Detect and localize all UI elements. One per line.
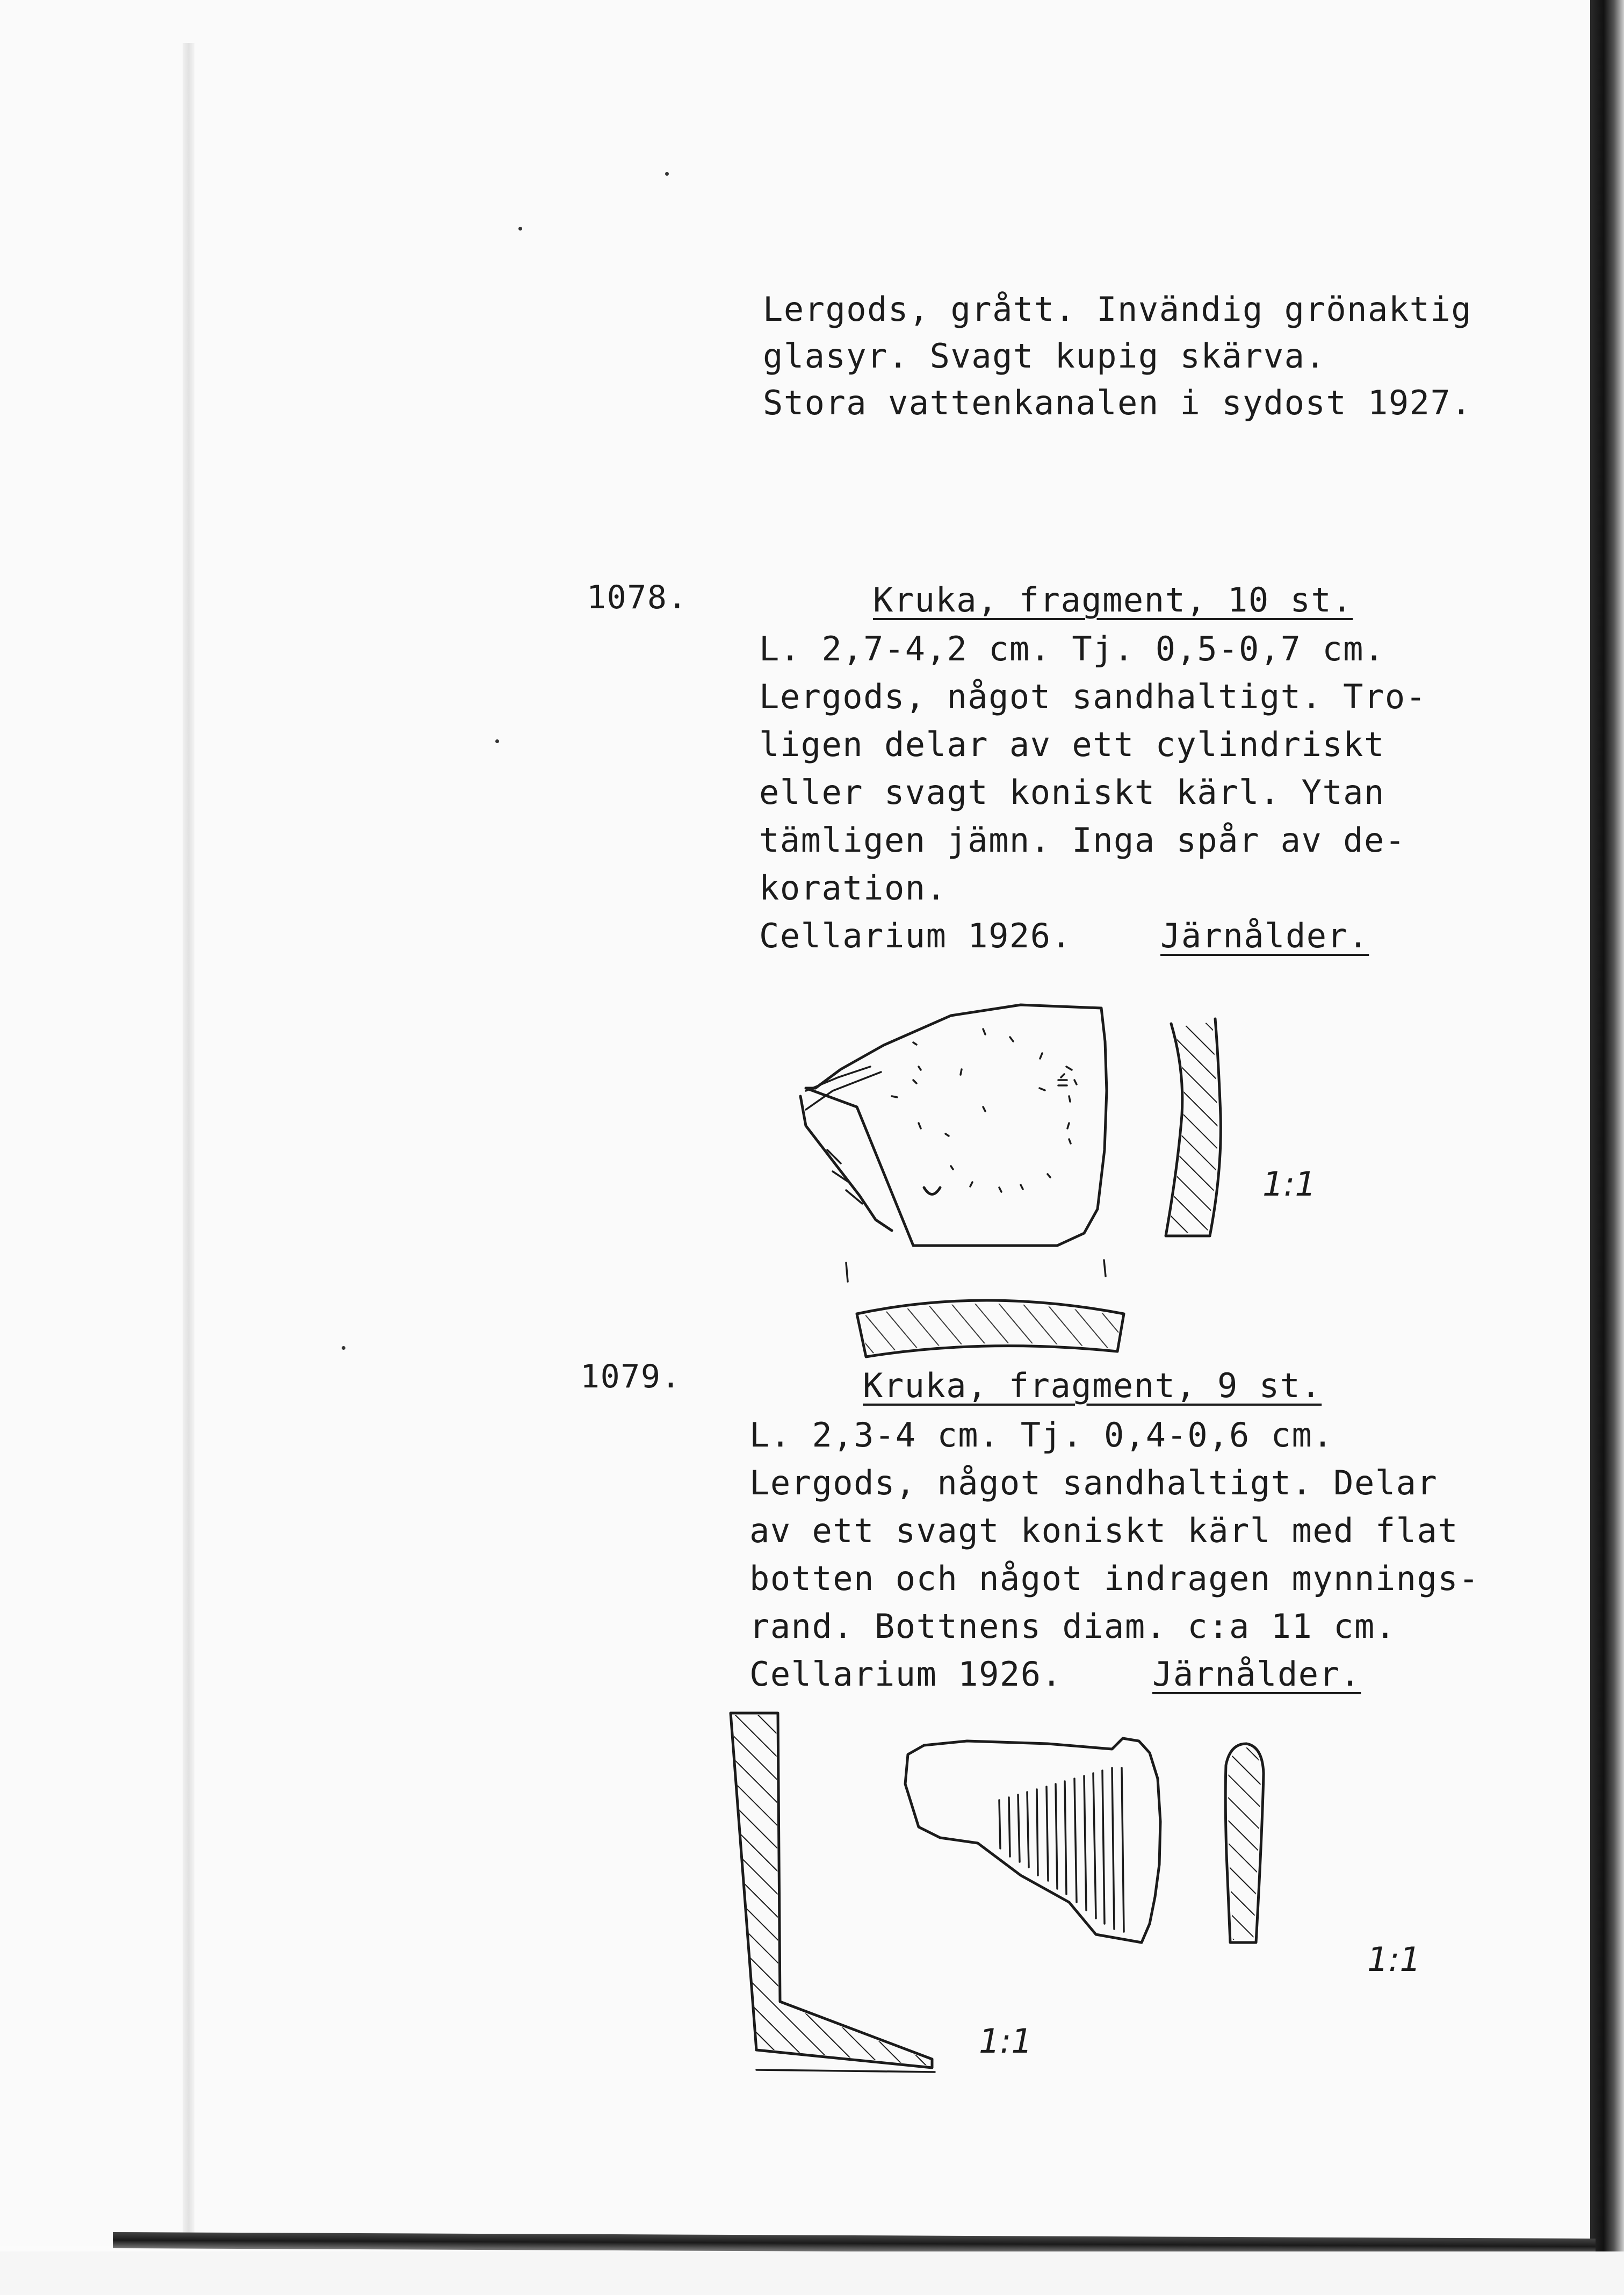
scale-1079-left: 1:1	[979, 2021, 1033, 2061]
entry-line: Lergods, något sandhaltigt. Delar	[749, 1463, 1438, 1502]
entry-line: rand. Bottnens diam. c:a 11 cm.	[749, 1607, 1396, 1646]
entry-line: koration.	[759, 868, 947, 908]
sherd-1079-drawing	[905, 1738, 1160, 1943]
sherd-1078-section	[1166, 1019, 1221, 1236]
period: Järnålder.	[1152, 1654, 1361, 1694]
comb-striations	[999, 1768, 1124, 1932]
entry-number: 1079.	[580, 1358, 682, 1395]
period: Järnålder.	[1160, 916, 1369, 955]
entry-heading: Kruka, fragment, 9 st.	[863, 1366, 1322, 1405]
entry-line: av ett svagt koniskt kärl med flat	[749, 1511, 1459, 1550]
scale-1079-right: 1:1	[1367, 1940, 1421, 1979]
entry-line: eller svagt koniskt kärl. Ytan	[759, 773, 1385, 812]
entry-line: Lergods, något sandhaltigt. Tro-	[759, 677, 1427, 716]
sherd-1079-section	[1225, 1744, 1264, 1943]
intro-line: Lergods, grått. Invändig grönaktig	[763, 290, 1473, 329]
sherd-1079-base-profile	[731, 1713, 935, 2072]
intro-line: glasyr. Svagt kupig skärva.	[763, 336, 1326, 376]
entry-number: 1078.	[587, 579, 688, 616]
surface-texture-marks	[892, 1029, 1077, 1192]
entry-line: L. 2,7-4,2 cm. Tj. 0,5-0,7 cm.	[759, 629, 1385, 668]
sherd-1078-drawing	[800, 1005, 1107, 1246]
find-place: Cellarium 1926.	[759, 916, 1072, 955]
sherd-1078-rim-section	[846, 1260, 1124, 1357]
entry-heading: Kruka, fragment, 10 st.	[873, 580, 1353, 620]
entry-line: tämligen jämn. Inga spår av de-	[759, 821, 1406, 860]
entry-line: L. 2,3-4 cm. Tj. 0,4-0,6 cm.	[749, 1415, 1334, 1455]
scale-1078: 1:1	[1262, 1164, 1316, 1204]
entry-line: botten och något indragen mynnings-	[749, 1559, 1479, 1598]
intro-line: Stora vattenkanalen i sydost 1927.	[763, 383, 1473, 422]
find-place: Cellarium 1926.	[749, 1654, 1063, 1694]
entry-line: ligen delar av ett cylindriskt	[759, 725, 1385, 764]
